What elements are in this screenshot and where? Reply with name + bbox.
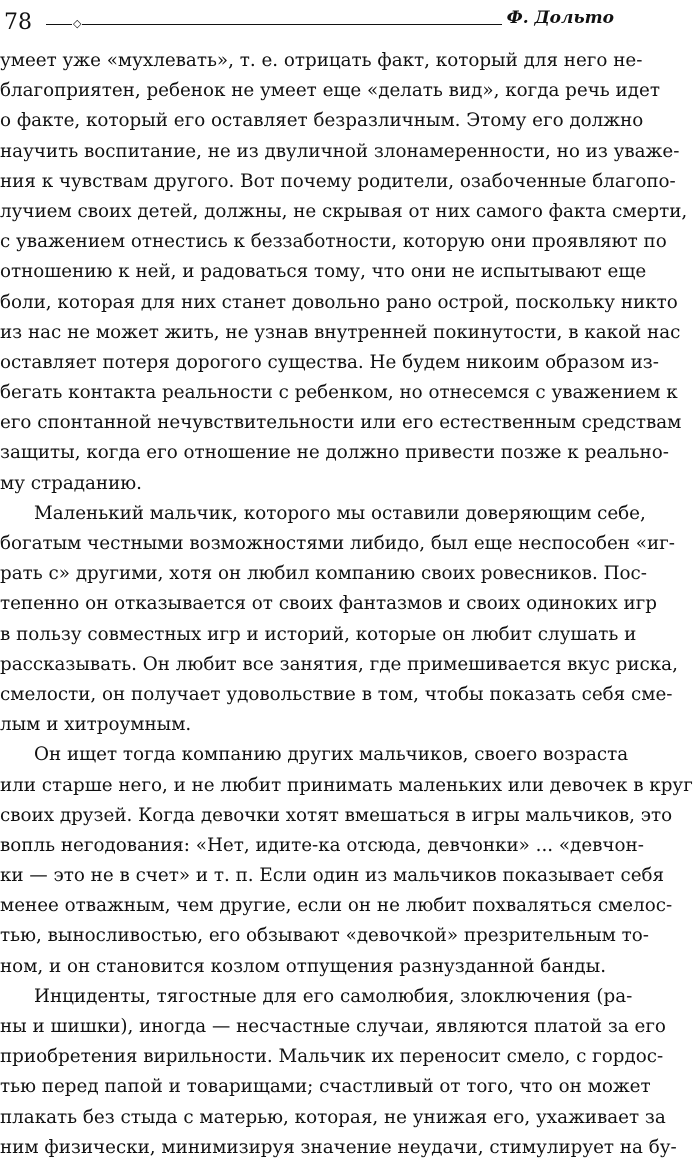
text-line: му страданию. (0, 472, 142, 494)
text-line: тепенно он отказывается от своих фантазмов и своих одиноких игр (0, 593, 657, 615)
text-line: Инциденты, тягостные для его самолюбия, злоключения (ра- (34, 985, 633, 1007)
text-line: умеет уже «мухлевать», т. е. отрицать факт, который для него не- (0, 50, 643, 71)
text-line: тью, выносливостью, его обзывают «девочкой» презрительным то- (0, 925, 649, 947)
text-line: бегать контакта реальности с ребенком, но отнесемся с уважением к (0, 382, 678, 404)
text-line: или старше него, и не любит принимать маленьких или девочек в круг (0, 774, 693, 796)
text-line: приобретения вирильности. Мальчик их переносит смело, с гордос- (0, 1046, 664, 1068)
text-line: с уважением отнестись к беззаботности, которую они проявляют по (0, 231, 667, 253)
text-line: научить воспитание, не из двуличной злонамеренности, но из уваже- (0, 140, 680, 162)
text-line: своих друзей. Когда девочки хотят вмешаться в игры мальчиков, это (0, 804, 673, 826)
body-text (0, 46, 693, 1163)
text-line: смелости, он получает удовольствие в том, чтобы показать себя сме- (0, 683, 673, 705)
paragraph (0, 982, 677, 1163)
text-line: Маленький мальчик, которого мы оставили доверяющим себе, (34, 502, 646, 524)
text-line: вопль негодования: «Нет, идите-ка отсюда, девчонки» ... «девчон- (0, 834, 644, 856)
text-line: плакать без стыда с матерью, которая, не унижая его, ухаживает за (0, 1106, 666, 1128)
text-line: оставляет потеря дорогого существа. Не будем никоим образом из- (0, 351, 659, 373)
page-header (0, 0, 620, 44)
text-line: боли, которая для них станет довольно рано острой, поскольку никто (0, 291, 678, 313)
text-line: лым и хитроумным. (0, 714, 192, 736)
text-line: защиты, когда его отношение не должно привести позже к реально- (0, 442, 669, 464)
text-line: в пользу совместных игр и историй, которые он любит слушать и (0, 623, 637, 645)
paragraph (0, 46, 688, 499)
page-number: 78 (4, 10, 32, 35)
text-line: рать с» другими, хотя он любил компанию своих ровесников. Пос- (0, 563, 647, 585)
text-line: богатым честными возможностями либидо, был еще неспособен «иг- (0, 533, 675, 554)
text-line: тью перед папой и товарищами; счастливый от того, что он может (0, 1076, 651, 1098)
text-line: ны и шишки), иногда — несчастные случаи, являются платой за его (0, 1016, 666, 1037)
text-line: отношению к ней, и радоваться тому, что они не испытывают еще (0, 261, 647, 283)
text-line: из нас не может жить, не узнав внутренней покинутости, в какой нас (0, 321, 681, 343)
paragraph (0, 499, 678, 741)
header-rule (46, 24, 502, 25)
text-line: лучием своих детей, должны, не скрывая от них самого факта смерти, (0, 200, 688, 222)
text-line: ним физически, минимизируя значение неудачи, стимулирует на бу- (0, 1136, 677, 1158)
text-line: ки — это не в счет» и т. п. Если один из мальчиков показывает себя (0, 865, 665, 887)
text-line: ном, и он становится козлом отпущения разнузданной банды. (0, 955, 607, 977)
text-line: о факте, который его оставляет безразличным. Этому его должно (0, 110, 644, 132)
text-line: менее отважным, чем другие, если он не любит похваляться смелос- (0, 895, 673, 917)
running-head: Ф. Дольто (506, 8, 614, 28)
paragraph (0, 740, 693, 982)
text-line: его спонтанной нечувствительности или его естественным средствам (0, 412, 682, 434)
text-line: рассказывать. Он любит все занятия, где примешивается вкус риска, (0, 653, 678, 675)
text-line: Он ищет тогда компанию других мальчиков, своего возраста (34, 744, 629, 766)
text-line: благоприятен, ребенок не умеет еще «делать вид», когда речь идет (0, 80, 660, 102)
text-line: ния к чувствам другого. Вот почему родители, озабоченные благопо- (0, 170, 676, 192)
diamond-ornament-icon: ◇ (73, 17, 82, 30)
